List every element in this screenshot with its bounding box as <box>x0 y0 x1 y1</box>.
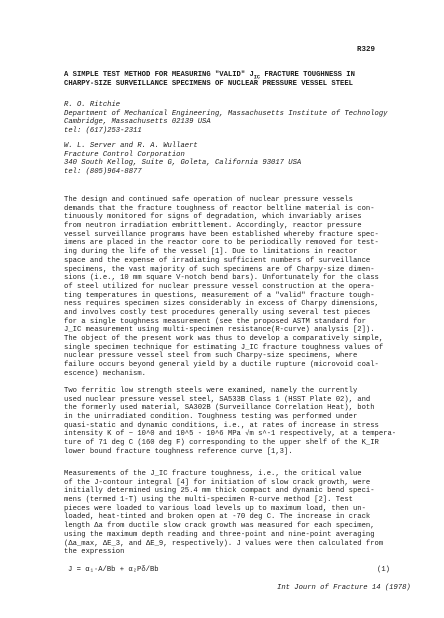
paper-title <box>64 71 394 90</box>
text-line: length Δa from ductile slow crack growth was measured for each specimen, <box>64 522 375 531</box>
text-line: The design and continued safe operation of nuclear pressure vessels <box>64 196 353 204</box>
text-line: the expression <box>64 548 125 557</box>
text-line: from neutron irradiation embrittlement. Accordingly, reactor pressure <box>64 222 362 231</box>
author-affiliation: Fracture Control Corporation <box>64 150 185 159</box>
paragraph-2 <box>64 387 397 457</box>
text-line: of the J-contour integral [4] for initiation of slow crack growth, were <box>64 478 371 487</box>
text-line: nuclear pressure vessel steel from such Charpy-size specimens, where <box>64 352 358 361</box>
text-line: Measurements of the J_IC fracture toughness, i.e., the critical value <box>64 470 362 478</box>
text-line: J_IC measurement using multi-specimen resistance(R-curve) analysis [2]). <box>64 326 375 335</box>
equation-expression: J = α₁·A/Bb + α₂Pδ/Bb <box>68 566 159 574</box>
text-line: initially determined using 25.4 mm thick compact and dynamic bend speci- <box>64 487 375 496</box>
author-tel: tel: (617)253-2311 <box>64 127 142 136</box>
equation-number: (1) <box>377 566 390 574</box>
equation <box>68 566 390 575</box>
title-part-2: FRACTURE TOUGHNESS IN <box>260 71 355 79</box>
author-address: 340 South Kellog, Suite G, Goleta, California 93017 USA <box>64 159 302 168</box>
text-line: for a single toughness measurement (see the proposed ASTM standard for <box>64 317 366 326</box>
journal-footer: Int Journ of Fracture 14 (1978) <box>277 584 411 592</box>
title-part-1: A SIMPLE TEST METHOD FOR MEASURING "VALID" J <box>64 71 254 79</box>
text-line: using the maximum depth reading and three-point and nine-point averaging <box>64 530 375 539</box>
text-line: imens are placed in the reactor core to be periodically removed for test- <box>64 239 379 248</box>
page-number: R329 <box>357 46 376 54</box>
author-block-2 <box>64 142 394 177</box>
text-line: and involves costly test procedures generally using several test pieces <box>64 308 371 317</box>
text-line: used nuclear pressure vessel steel, SA533B Class 1 (HSST Plate 02), and <box>64 395 371 404</box>
text-line: escence) mechanism. <box>64 369 146 378</box>
author-block-1 <box>64 101 394 136</box>
title-line-2: CHARPY-SIZE SURVEILLANCE SPECIMENS OF NUCLEAR PRESSURE VESSEL STEEL <box>64 80 353 89</box>
text-line: sions (i.e., 10 mm square V-notch bend bars). Unfortunately for the class <box>64 274 379 283</box>
text-line: Two ferritic low strength steels were examined, namely the currently <box>64 387 358 395</box>
text-line: specimens, the vast majority of such specimens are of Charpy-size dimen- <box>64 265 375 274</box>
text-line: ture of 71 deg C (160 deg F) corresponding to the upper shelf of the K_IR <box>64 439 379 448</box>
paragraph-1 <box>64 196 397 378</box>
text-line: the formerly used material, SA302B (Surveillance Correlation Heat), both <box>64 404 375 413</box>
text-line: ing during the life of the vessel [1]. Due to limitations in reactor <box>64 248 358 257</box>
text-line: ting temperatures in questions, measurement of a "valid" fracture tough- <box>64 291 375 300</box>
author-affiliation: Department of Mechanical Engineering, Massachusetts Institute of Technology <box>64 109 388 118</box>
text-line: vessel surveillance programs have been established whereby fracture spec- <box>64 230 379 239</box>
text-line: failure occurs beyond general yield by a ductile rupture (microvoid coal- <box>64 361 379 370</box>
text-line: loaded, heat-tinted and broken open at -70 deg C. The increase in crack <box>64 513 371 522</box>
text-line: The object of the present work was thus to develop a comparatively simple, <box>64 335 384 343</box>
text-line: in the unirradiated condition. Toughness testing was performed under <box>64 413 358 422</box>
author-name: R. O. Ritchie <box>64 101 121 109</box>
text-line: space and the expense of irradiating sufficient numbers of surveillance <box>64 256 371 265</box>
paragraph-3 <box>64 470 397 557</box>
text-line: tinuously monitored for signs of degradation, which invariably arises <box>64 213 362 222</box>
text-line: lower bound fracture toughness reference curve [1,3]. <box>64 447 293 456</box>
text-line: mens (termed 1-T) using the multi-specimen R-curve method [2]. Test <box>64 496 353 505</box>
author-city: Cambridge, Massachusetts 02139 USA <box>64 118 211 127</box>
author-tel: tel: (805)964-8877 <box>64 168 142 177</box>
text-line: ness requires specimen sizes considerably in excess of Charpy dimensions, <box>64 300 379 309</box>
author-name: W. L. Server and R. A. Wullaert <box>64 142 198 150</box>
text-line: demands that the fracture toughness of reactor beltline material is con- <box>64 204 375 213</box>
text-line: of steel utilized for nuclear pressure vessel construction at the opera- <box>64 282 375 291</box>
text-line: intensity K of ~ 10^0 and 10^5 - 10^6 MPa √m s^-1 respectively, at a tempera- <box>64 430 397 439</box>
text-line: (Δa_max, ΔE_3, and ΔE_9, respectively). J values were then calculated from <box>64 539 384 548</box>
text-line: single specimen technique for estimating J_IC fracture toughness values of <box>64 343 384 352</box>
text-line: quasi-static and dynamic conditions, i.e., at rates of increase in stress <box>64 421 379 430</box>
title-subscript: IC <box>253 74 261 81</box>
text-line: pieces were loaded to various load levels up to maximum load, then un- <box>64 504 366 513</box>
